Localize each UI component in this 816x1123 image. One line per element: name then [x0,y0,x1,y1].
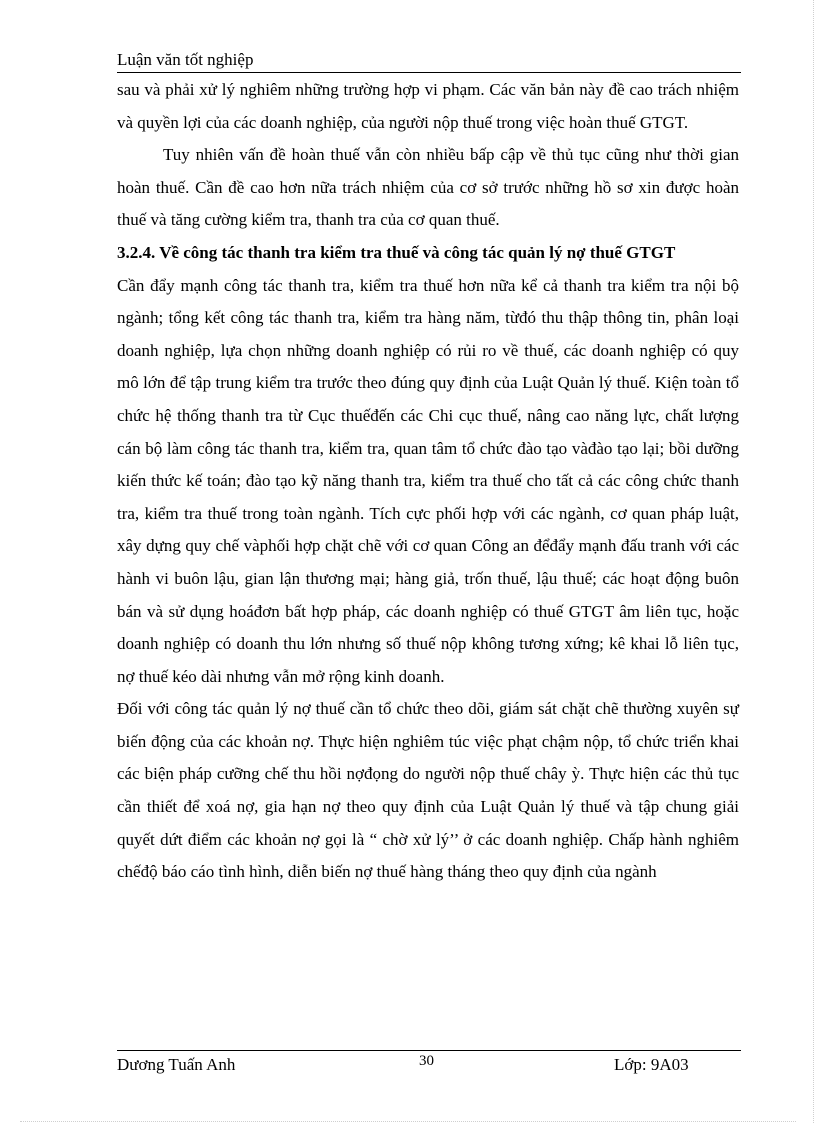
header-title: Luận văn tốt nghiệp [117,50,254,69]
paragraph: Tuy nhiên vấn đề hoàn thuế vẫn còn nhiều bấp cập về thủ tục cũng như thời gian hoàn thuế. Cần đề cao hơn nữa trách nhiệm của cơ sở trước những hồ sơ xin được hoàn thuế và tăng cường kiểm tra, thanh tra của cơ quan thuế. [117,145,739,230]
footer-class-label: Lớp: 9A03 [614,1055,689,1074]
paragraph: Cần đẩy mạnh công tác thanh tra, kiểm tra thuế hơn nữa kể cả thanh tra kiểm tra nội bộ ngành; tổng kết công tác thanh tra, kiểm tra hàng năm, từđó thu thập thông tin, phân loại doanh nghiệp, lựa chọn những doanh nghiệp có rủi ro về thuế, các doanh nghiệp có quy mô lớn để tập trung kiểm tra trước theo đúng quy định của Luật Quản lý thuế. Kiện toàn tổ chức hệ thống thanh tra từ Cục thuếđến các Chi cục thuế, nâng cao năng lực, chất lượng cán bộ làm công tác thanh tra, kiểm tra, quan tâm tổ chức đào tạo vàđào tạo lại; bồi dưỡng kiến thức kế toán; đào tạo kỹ năng thanh tra, kiểm tra thuế cho tất cả các công chức thanh tra, kiểm tra thuế trong toàn ngành. Tích cực phối hợp với các ngành, cơ quan pháp luật, xây dựng quy chế vàphối hợp chặt chẽ với cơ quan Công an đểđẩy mạnh đấu tranh với các hành vi buôn lậu, gian lận thương mại; hàng giả, trốn thuế, lậu thuế; các hoạt động buôn bán và sử dụng hoáđơn bất hợp pháp, các doanh nghiệp có thuế GTGT âm liên tục, hoặc doanh nghiệp có doanh thu lớn nhưng số thuế nộp không tương xứng; kê khai lỗ liên tục, nợ thuế kéo dài nhưng vẫn mở rộng kinh doanh. [117,275,739,686]
section-heading: 3.2.4. Về công tác thanh tra kiểm tra thuế và công tác quản lý nợ thuế GTGT [117,242,676,262]
footer-author: Dương Tuấn Anh [117,1055,236,1074]
page-number: 30 [419,1053,434,1069]
header-divider [117,72,741,73]
document-body [117,74,739,889]
paragraph: Đối với công tác quản lý nợ thuế cần tổ chức theo dõi, giám sát chặt chẽ thường xuyên sự biến động của các khoản nợ. Thực hiện nghiêm túc việc phạt chậm nộp, tổ chức triển khai các biện pháp cưỡng chế thu hồi nợđọng do người nộp thuế chây ỳ. Thực hiện các thủ tục cần thiết để xoá nợ, gia hạn nợ theo quy định của Luật Quản lý thuế và tập chung giải quyết dứt điểm các khoản nợ gọi là “ chờ xử lý’’ ở các doanh nghiệp. Chấp hành nghiêm chếđộ báo cáo tình hình, diễn biến nợ thuế hàng tháng theo quy định của ngành [117,699,739,882]
page-edge-bottom [20,1121,796,1122]
footer-divider [117,1050,741,1051]
paragraph: sau và phải xử lý nghiêm những trường hợp vi phạm. Các văn bản này đề cao trách nhiệm và quyền lợi của các doanh nghiệp, của người nộp thuế trong việc hoàn thuế GTGT. [117,80,739,132]
page-edge-right [813,0,814,1123]
